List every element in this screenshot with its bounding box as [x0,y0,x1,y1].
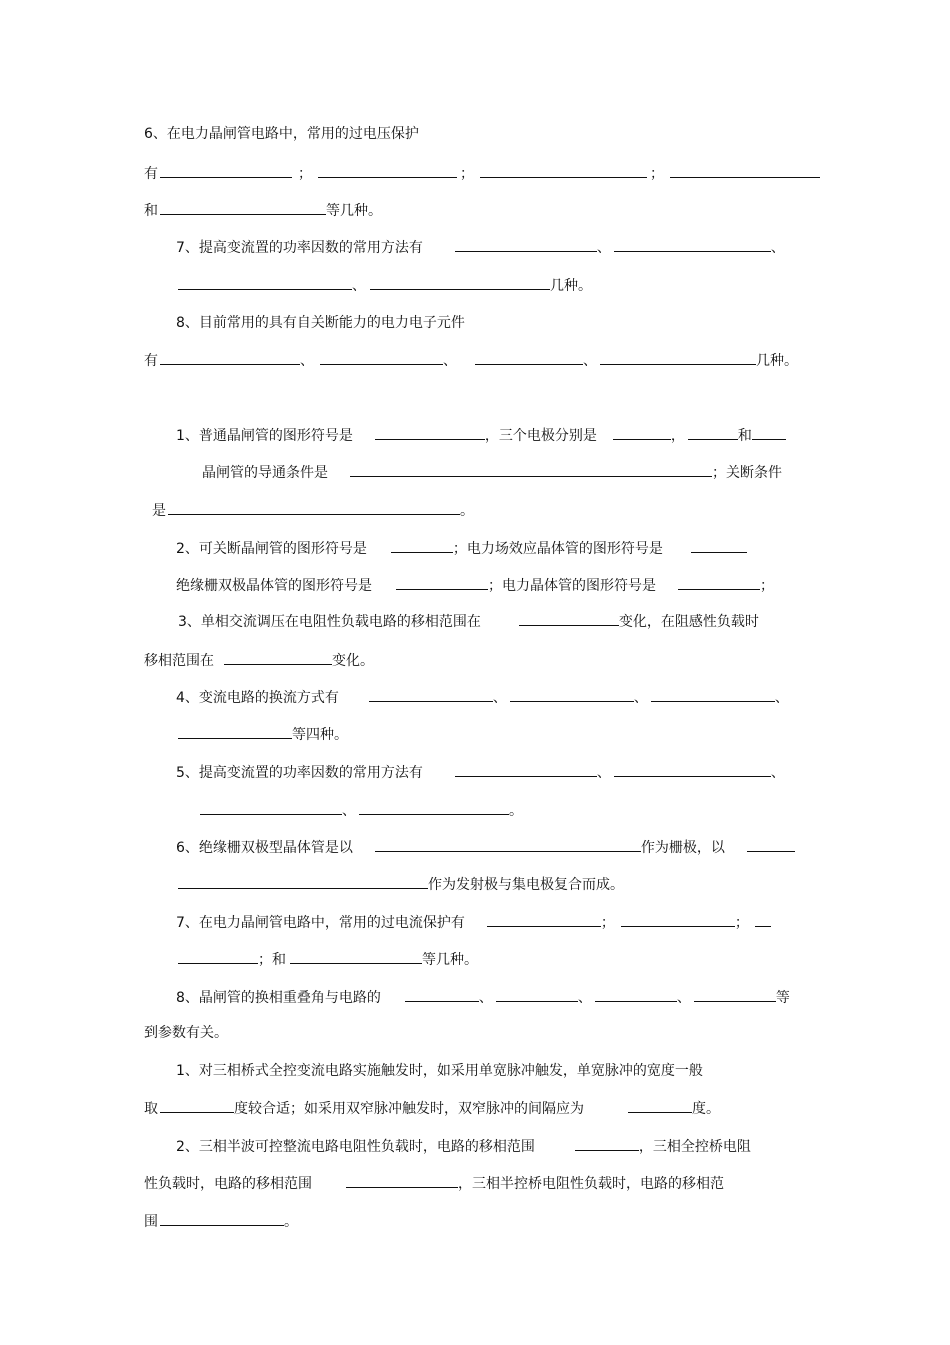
answer-blank[interactable] [200,801,342,815]
question-text: 7、提高变流置的功率因数的常用方法有 [176,240,423,256]
question-line [176,238,785,257]
question-text: 几种。 [756,353,798,369]
question-text: 等 [775,990,790,1006]
answer-blank[interactable] [396,576,488,590]
answer-blank[interactable] [510,688,634,702]
question-line [144,351,798,370]
question-text: 和 [144,203,158,219]
answer-blank[interactable] [747,838,795,852]
answer-blank[interactable] [160,201,326,215]
question-line [144,201,382,220]
answer-blank[interactable] [369,688,493,702]
answer-blank[interactable] [688,426,738,440]
question-line [176,1062,703,1080]
question-text: 移相范围在 [144,653,214,669]
answer-blank[interactable] [628,1099,692,1113]
question-text: 。 [509,803,523,819]
question-text: 、 [676,990,691,1006]
question-text: 6、在电力晶闸管电路中，常用的过电压保护 [144,126,419,142]
question-text: 6、绝缘栅双极型晶体管是以 [176,840,353,856]
answer-blank[interactable] [370,276,550,290]
question-text: 有 [144,166,158,182]
question-text: ； [760,578,774,594]
question-line [144,1212,298,1231]
answer-blank[interactable] [178,725,292,739]
answer-blank[interactable] [600,351,756,365]
question-text: 、 [342,803,356,819]
answer-blank[interactable] [318,164,457,178]
answer-blank[interactable] [346,1174,458,1188]
question-text: 7、在电力晶闸管电路中，常用的过电流保护有 [176,915,465,931]
answer-blank[interactable] [350,463,712,477]
question-line [176,913,771,932]
question-text: 、 [774,690,789,706]
question-text: 1、对三相桥式全控变流电路实施触发时，如采用单宽脉冲触发，单宽脉冲的宽度一般 [176,1063,703,1079]
question-line [144,651,374,670]
question-text: 、 [583,353,597,369]
answer-blank[interactable] [375,426,485,440]
question-line [178,612,759,631]
question-text: ，三个电极分别是 [484,428,597,444]
question-line [176,426,786,445]
question-line [176,576,774,595]
question-text: ； [600,915,615,931]
question-text: 到参数有关。 [144,1025,228,1041]
answer-blank[interactable] [614,763,771,777]
question-text: ；电力晶体管的图形符号是 [488,578,656,594]
question-text: ；电力场效应晶体管的图形符号是 [452,541,663,557]
question-text: 。 [460,503,474,519]
question-text: 、 [596,765,611,781]
answer-blank[interactable] [160,351,300,365]
question-text: 4、变流电路的换流方式有 [176,690,339,706]
question-text: 作为发射极与集电极复合而成。 [428,877,624,893]
answer-blank[interactable] [691,539,747,553]
question-text: ，三相半控桥电阻性负载时，电路的移相范 [458,1176,724,1192]
answer-blank[interactable] [375,838,641,852]
question-text: 1、普通晶闸管的图形符号是 [176,428,353,444]
answer-blank[interactable] [320,351,443,365]
question-line [144,164,820,183]
question-text: 晶闸管的导通条件是 [202,465,328,481]
question-text: ；关断条件 [712,465,782,481]
question-text: ，三相全控桥电阻 [638,1139,751,1155]
question-text: 变化，在阻感性负载时 [618,614,759,630]
answer-blank[interactable] [359,801,509,815]
question-text: 度较合适；如采用双窄脉冲触发时，双窄脉冲的间隔应为 [234,1101,584,1117]
answer-blank[interactable] [178,950,258,964]
answer-blank[interactable] [752,426,786,440]
question-line [176,539,747,558]
question-line [176,838,795,857]
question-line [144,1024,228,1042]
question-text: 、 [352,278,366,294]
question-line [144,125,419,143]
answer-blank[interactable] [519,612,619,626]
answer-blank[interactable] [224,651,332,665]
answer-blank[interactable] [405,988,479,1002]
question-text: 作为栅极，以 [640,840,725,856]
answer-blank[interactable] [678,576,760,590]
answer-blank[interactable] [575,1137,639,1151]
question-text: 度。 [692,1101,720,1117]
question-text: 、 [596,240,611,256]
question-text: 8、晶闸管的换相重叠角与电路的 [176,990,381,1006]
question-text: 绝缘栅双极晶体管的图形符号是 [176,578,372,594]
question-text: ； [460,166,474,182]
answer-blank[interactable] [178,875,428,889]
question-text: 、 [300,353,314,369]
question-text: 、 [770,240,785,256]
answer-blank[interactable] [496,988,578,1002]
answer-blank[interactable] [614,238,771,252]
answer-blank[interactable] [455,238,597,252]
answer-blank[interactable] [670,164,820,178]
answer-blank[interactable] [595,988,677,1002]
answer-blank[interactable] [480,164,647,178]
answer-blank[interactable] [290,950,422,964]
question-text: 5、提高变流置的功率因数的常用方法有 [176,765,423,781]
question-text: 几种。 [550,278,592,294]
question-line [202,463,782,482]
question-line [200,801,523,820]
question-text: ， [670,428,685,444]
question-text: 、 [478,990,493,1006]
answer-blank[interactable] [160,164,292,178]
question-line [176,314,465,332]
question-text: 是 [152,503,166,519]
question-line [144,1174,724,1193]
question-text: 性负载时，电路的移相范围 [144,1176,312,1192]
answer-blank[interactable] [178,276,352,290]
question-line [176,688,789,707]
answer-blank[interactable] [160,1212,284,1226]
answer-blank[interactable] [487,913,601,927]
answer-blank[interactable] [755,913,771,927]
answer-blank[interactable] [621,913,735,927]
question-line [178,276,592,295]
question-text: 围 [144,1214,158,1230]
question-text: ； [650,166,664,182]
question-text: 和 [737,428,752,444]
question-text: 、 [633,690,648,706]
question-line [178,950,478,969]
question-text: 。 [284,1214,298,1230]
answer-blank[interactable] [613,426,671,440]
question-text: 3、单相交流调压在电阻性负载电路的移相范围在 [178,614,481,630]
answer-blank[interactable] [651,688,775,702]
answer-blank[interactable] [391,539,453,553]
question-text: ； [734,915,749,931]
question-line [176,988,790,1007]
answer-blank[interactable] [168,501,460,515]
question-text: 2、三相半波可控整流电路电阻性负载时，电路的移相范围 [176,1139,535,1155]
question-text: 、 [443,353,457,369]
answer-blank[interactable] [455,763,597,777]
question-text: 有 [144,353,158,369]
question-text: 2、可关断晶闸管的图形符号是 [176,541,367,557]
answer-blank[interactable] [160,1099,234,1113]
question-text: ； [298,166,312,182]
question-line [144,1099,720,1118]
question-text: 变化。 [332,653,374,669]
question-line [178,725,348,744]
question-text: 8、目前常用的具有自关断能力的电力电子元件 [176,315,465,331]
question-text: 、 [577,990,592,1006]
question-text: 、 [770,765,785,781]
question-text: 等几种。 [422,952,478,968]
question-line [178,875,624,894]
question-line [152,501,474,520]
question-line [176,763,785,782]
question-text: 、 [492,690,507,706]
answer-blank[interactable] [475,351,583,365]
question-text: 取 [144,1101,158,1117]
answer-blank[interactable] [694,988,776,1002]
question-text: 等几种。 [326,203,382,219]
question-text: 等四种。 [292,727,348,743]
question-text: ；和 [258,952,286,968]
question-line [176,1137,751,1156]
